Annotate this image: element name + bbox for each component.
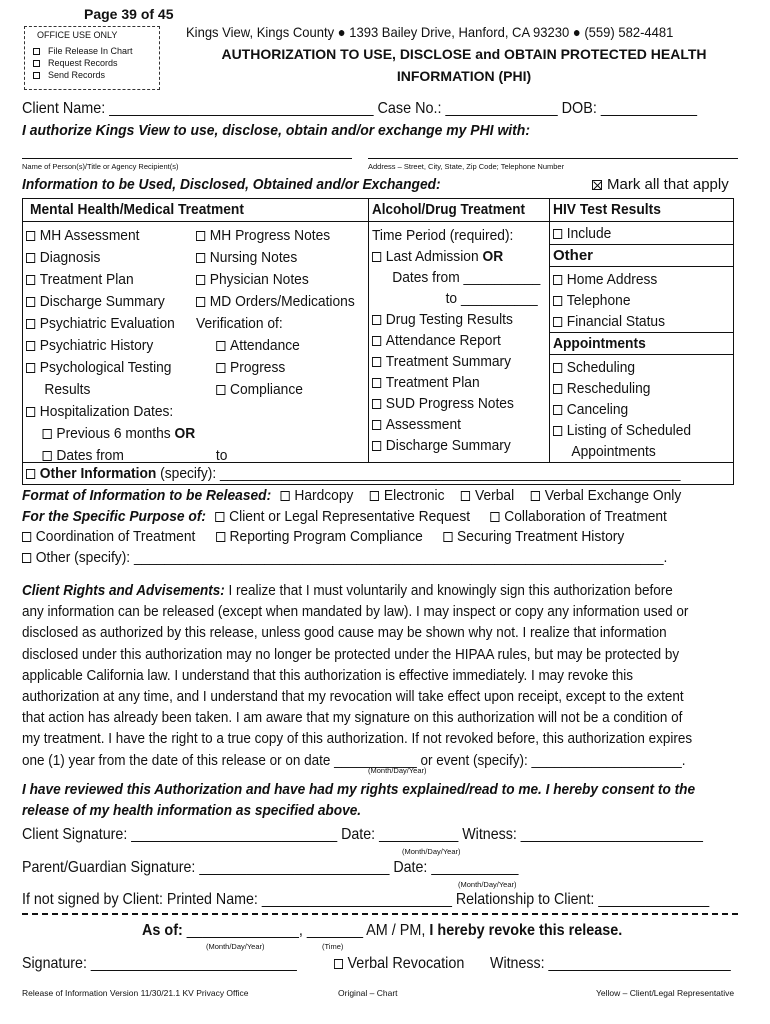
checkbox[interactable] xyxy=(281,491,290,501)
format-option-verbal-exchange[interactable]: Verbal Exchange Only xyxy=(531,487,681,504)
rights-label: Client Rights and Advisements: xyxy=(22,582,225,599)
hospitalization-dates-option[interactable]: Dates from ___________ to ____________ xyxy=(26,445,323,467)
mh-item[interactable]: Psychiatric History xyxy=(26,335,323,357)
checkbox[interactable] xyxy=(334,959,343,969)
checkbox[interactable] xyxy=(216,363,225,373)
office-use-box xyxy=(24,26,160,90)
col-header-mental-health: Mental Health/Medical Treatment xyxy=(30,201,244,218)
checkbox[interactable] xyxy=(26,275,35,285)
checkbox[interactable] xyxy=(531,491,540,501)
checkbox[interactable] xyxy=(196,253,205,263)
ad-time-period: Time Period (required): xyxy=(372,227,514,244)
checkbox[interactable] xyxy=(372,420,381,430)
checkbox[interactable] xyxy=(490,512,499,522)
mark-all-option[interactable]: Mark all that apply xyxy=(592,176,729,193)
checkbox[interactable] xyxy=(372,252,381,262)
appointment-item[interactable]: Rescheduling xyxy=(553,378,691,399)
mh-item[interactable]: Discharge Summary xyxy=(26,291,323,313)
purpose-row-2 xyxy=(22,528,624,545)
revocation-row[interactable]: As of: ______________, _______ AM / PM, I hereby revoke this release. xyxy=(142,922,623,939)
ad-list xyxy=(372,225,540,456)
ad-dates-from[interactable]: Dates from __________ xyxy=(392,269,541,286)
mh-item[interactable]: MH Progress Notes xyxy=(196,225,355,247)
appointment-item-continued: Appointments xyxy=(571,443,656,460)
row-divider xyxy=(549,332,734,333)
other-list xyxy=(553,269,665,332)
row-divider xyxy=(549,266,734,267)
revoke-time-caption: (Time) xyxy=(322,942,344,951)
client-date-caption: (Month/Day/Year) xyxy=(402,847,461,856)
checkbox[interactable] xyxy=(215,512,224,522)
page-number: Page 39 of 45 xyxy=(84,6,174,22)
checkbox[interactable] xyxy=(216,532,225,542)
header-divider xyxy=(22,221,734,222)
verification-label: Verification of: xyxy=(196,315,283,332)
checkbox[interactable] xyxy=(372,378,381,388)
checkbox[interactable] xyxy=(553,229,562,239)
checkbox[interactable] xyxy=(26,469,35,479)
agency-address: Kings View, Kings County ● 1393 Bailey Drive, Hanford, CA 93230 ● (559) 582-4481 xyxy=(186,24,674,40)
checkbox[interactable] xyxy=(22,553,31,563)
consent-statement: I have reviewed this Authorization and have had my rights explained/read to me. I hereby consent to the release of my health information as specified above. xyxy=(22,781,696,819)
office-use-title: OFFICE USE ONLY xyxy=(37,30,118,40)
ad-item[interactable]: Assessment xyxy=(372,414,540,435)
col-divider xyxy=(549,198,550,462)
checkbox[interactable] xyxy=(553,426,562,436)
authorize-statement: I authorize Kings View to use, disclose, obtain and/or exchange my PHI with: xyxy=(22,122,530,139)
form-title: AUTHORIZATION TO USE, DISCLOSE and OBTAIN PROTECTED HEALTH xyxy=(221,46,707,62)
hiv-include-option[interactable]: Include xyxy=(553,225,611,242)
purpose-option-history[interactable]: Securing Treatment History xyxy=(443,528,624,545)
recipient-address-line[interactable] xyxy=(368,158,738,159)
revocation-divider xyxy=(22,913,738,915)
other-item[interactable]: Telephone xyxy=(553,290,665,311)
row-divider xyxy=(549,354,734,355)
purpose-option-collaboration[interactable]: Collaboration of Treatment xyxy=(490,508,666,525)
previous-6-months-option[interactable]: Previous 6 months OR xyxy=(26,423,323,445)
ad-item[interactable]: Drug Testing Results xyxy=(372,309,540,330)
footer-original: Original – Chart xyxy=(338,988,398,998)
recipient-name-line[interactable] xyxy=(22,158,352,159)
office-option-request-records[interactable]: Request Records xyxy=(33,57,133,69)
appointment-item[interactable]: Scheduling xyxy=(553,357,691,378)
checkbox[interactable] xyxy=(26,297,35,307)
mh-item[interactable]: Psychiatric Evaluation xyxy=(26,313,323,335)
ad-item[interactable]: Treatment Plan xyxy=(372,372,540,393)
client-info-line[interactable]: Client Name: _________________________________ Case No.: ______________ DOB: ____________ xyxy=(22,100,697,117)
checkbox[interactable] xyxy=(33,60,40,67)
mh-item-continued: Results xyxy=(44,381,91,398)
checkbox[interactable] xyxy=(26,407,35,417)
checkbox[interactable] xyxy=(553,405,562,415)
ad-item[interactable]: Attendance Report xyxy=(372,330,540,351)
verification-item[interactable]: Compliance xyxy=(196,379,355,401)
appointments-list xyxy=(553,357,691,462)
mh-item[interactable]: MH Assessment xyxy=(26,225,323,247)
appointments-header: Appointments xyxy=(553,335,646,352)
revoke-signature-line[interactable]: Signature: __________________________ xyxy=(22,955,297,972)
client-signature-line[interactable]: Client Signature: __________________________ Date: __________ Witness: _______________________ xyxy=(22,826,703,843)
info-heading: Information to be Used, Disclosed, Obtained and/or Exchanged: xyxy=(22,176,441,193)
format-option-verbal[interactable]: Verbal xyxy=(461,487,514,504)
mh-item[interactable]: Treatment Plan xyxy=(26,269,323,291)
revoke-date-caption: (Month/Day/Year) xyxy=(206,942,265,951)
checkbox[interactable] xyxy=(461,491,470,501)
mh-item[interactable]: Nursing Notes xyxy=(196,247,355,269)
checkbox[interactable] xyxy=(26,319,35,329)
mh-item[interactable]: MD Orders/Medications xyxy=(196,291,355,313)
other-item[interactable]: Financial Status xyxy=(553,311,665,332)
checkbox[interactable] xyxy=(553,275,562,285)
address-caption: Address – Street, City, State, Zip Code; Telephone Number xyxy=(368,162,565,171)
checkbox[interactable] xyxy=(372,357,381,367)
appointment-item[interactable]: Canceling xyxy=(553,399,691,420)
checkbox[interactable] xyxy=(196,297,205,307)
row-divider xyxy=(549,244,734,245)
checkbox[interactable] xyxy=(372,399,381,409)
checkbox[interactable] xyxy=(196,275,205,285)
checkbox[interactable] xyxy=(372,315,381,325)
verbal-revocation-option[interactable]: Verbal Revocation xyxy=(334,955,464,973)
printed-name-line[interactable]: If not signed by Client: Printed Name: ________________________ Relationship to Client: ______________ xyxy=(22,891,710,908)
mh-item[interactable]: Physician Notes xyxy=(196,269,355,291)
ad-last-admission[interactable]: Last Admission OR xyxy=(372,246,540,267)
checkbox[interactable] xyxy=(196,231,205,241)
checkbox[interactable] xyxy=(443,532,452,542)
mh-list-b xyxy=(196,225,355,401)
office-option-file-release[interactable]: File Release In Chart xyxy=(33,45,133,57)
checkbox[interactable] xyxy=(372,441,381,451)
mh-item[interactable]: Diagnosis xyxy=(26,247,323,269)
checkbox[interactable] xyxy=(33,48,40,55)
checkbox[interactable] xyxy=(370,491,379,501)
expiry-date-caption: (Month/Day/Year) xyxy=(368,766,427,775)
col-header-hiv: HIV Test Results xyxy=(553,201,661,218)
footer-version: Release of Information Version 11/30/21.1 KV Privacy Office xyxy=(22,988,249,998)
appointment-item[interactable]: Listing of Scheduled xyxy=(553,420,691,441)
purpose-option-coordination[interactable]: Coordination of Treatment xyxy=(22,528,195,545)
checkbox[interactable] xyxy=(26,341,35,351)
verification-item[interactable]: Attendance xyxy=(196,335,355,357)
mark-all-checkbox[interactable] xyxy=(592,180,602,190)
checkbox[interactable] xyxy=(43,451,52,461)
purpose-option-compliance[interactable]: Reporting Program Compliance xyxy=(216,528,423,545)
checkbox[interactable] xyxy=(553,363,562,373)
verification-item[interactable]: Progress xyxy=(196,357,355,379)
checkbox[interactable] xyxy=(216,341,225,351)
purpose-row xyxy=(22,508,667,525)
format-option-hardcopy[interactable]: Hardcopy xyxy=(281,487,354,504)
mh-item[interactable]: Psychological Testing xyxy=(26,357,323,379)
checkbox[interactable] xyxy=(26,253,35,263)
office-option-send-records[interactable]: Send Records xyxy=(33,69,133,81)
checkbox[interactable] xyxy=(43,429,52,439)
footer-copy: Yellow – Client/Legal Representative xyxy=(596,988,735,998)
guardian-date-caption: (Month/Day/Year) xyxy=(458,880,517,889)
col-divider xyxy=(368,198,369,462)
checkbox[interactable] xyxy=(26,363,35,373)
col-header-alcohol-drug: Alcohol/Drug Treatment xyxy=(372,201,526,218)
ad-dates-to[interactable]: to __________ xyxy=(445,290,538,307)
hospitalization-item[interactable]: Hospitalization Dates: xyxy=(26,401,323,423)
form-title-line-2: INFORMATION (PHI) xyxy=(396,68,532,84)
revoke-witness-line[interactable]: Witness: _______________________ xyxy=(490,955,731,972)
format-row xyxy=(22,487,681,504)
ad-item[interactable]: Discharge Summary xyxy=(372,435,540,456)
ad-item[interactable]: SUD Progress Notes xyxy=(372,393,540,414)
checkbox[interactable] xyxy=(26,231,35,241)
checkbox[interactable] xyxy=(372,336,381,346)
purpose-other[interactable]: Other (specify): _____________________________________________________________________. xyxy=(22,549,667,566)
checkbox[interactable] xyxy=(553,296,562,306)
guardian-signature-line[interactable]: Parent/Guardian Signature: ________________________ Date: ___________ xyxy=(22,859,519,876)
purpose-label: For the Specific Purpose of: xyxy=(22,508,207,525)
format-label: Format of Information to be Released: xyxy=(22,487,272,504)
checkbox[interactable] xyxy=(553,317,562,327)
other-information-row[interactable]: Other Information (specify): ____________________________________________________________ xyxy=(26,465,680,482)
client-rights-paragraph: Client Rights and Advisements: I realize that I must voluntarily and knowingly sign this authorization before any information can be released (except when mandated by law). I may inspect or copy any information used or disclosed as authorized by this release, unless good cause may be shown why not. I realize that information disclosed under this authorization may no longer be protected under the HIPAA rules, but may be protected by applicable California law. I understand that this authorization is effective immediately. I may revoke this authorization at any time, and I understand that my revocation will take effect upon receipt, except to the extent that action has already been taken. I am aware that my signature on this authorization will not be a condition of my treatment. I have the right to a true copy of this authorization. If not revoked before, this authorization expires one (1) year from the date of this release or on date ___________ or event (specify): ____________________. xyxy=(22,582,693,769)
ad-item[interactable]: Treatment Summary xyxy=(372,351,540,372)
other-header: Other xyxy=(553,247,594,264)
checkbox[interactable] xyxy=(553,384,562,394)
checkbox[interactable] xyxy=(216,385,225,395)
purpose-option-client-request[interactable]: Client or Legal Representative Request xyxy=(215,508,470,525)
other-item[interactable]: Home Address xyxy=(553,269,665,290)
checkbox[interactable] xyxy=(33,72,40,79)
recipient-caption: Name of Person(s)/Title or Agency Recipient(s) xyxy=(22,162,179,171)
checkbox[interactable] xyxy=(22,532,31,542)
format-option-electronic[interactable]: Electronic xyxy=(370,487,444,504)
